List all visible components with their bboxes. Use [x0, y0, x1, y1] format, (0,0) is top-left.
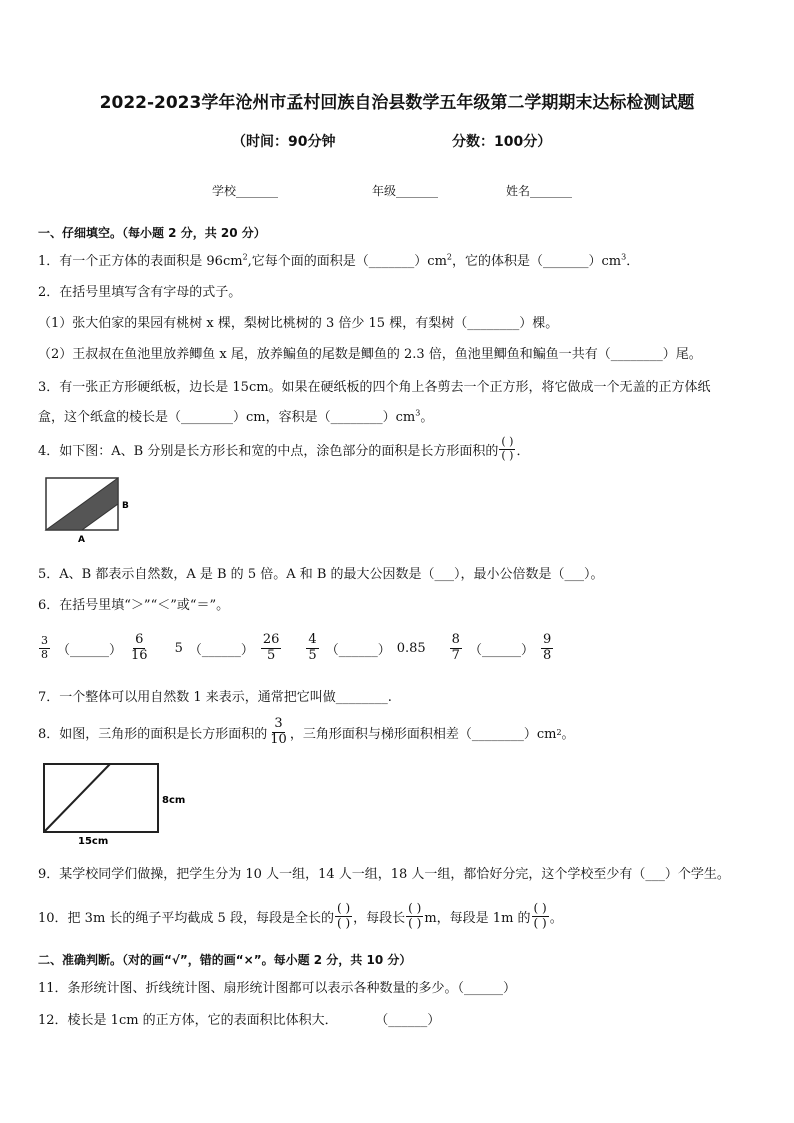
rectangle-figure-2 — [38, 758, 198, 848]
fraction: $\frac{( )}{( )}$ — [533, 900, 547, 930]
page-title: 2022-2023学年沧州市孟村回族自治县数学五年级第二学期期末达标检测试题 — [99, 93, 695, 113]
section-1-heading: 一、仔细填空。（每小题 2 分，共 20 分） — [38, 226, 266, 240]
diagonal-line — [44, 764, 110, 832]
question-8: 8．如图，三角形的面积是长方形面积的 $\frac{3}{10}$ ，三角形面积与梯形面积相差（________）cm 2 。 — [38, 715, 575, 747]
question-12: 12．棱长是 1cm 的正方体，它的表面积比体积大． （______） — [38, 1013, 441, 1028]
question-3-line-2: 盒，这个纸盒的棱长是（________）cm，容积是$(\_\_\_\_\_\_\_\_)cm^3$。 — [38, 408, 434, 425]
width-label: 15cm — [78, 836, 109, 847]
exam-time: （时间：90分钟 — [232, 134, 336, 150]
question-11: 11．条形统计图、折线统计图、扇形统计图都可以表示各种数量的多少。（______） — [38, 981, 517, 996]
label-b: B — [122, 501, 129, 511]
fraction: $\frac{( )}{( )}$ — [501, 434, 514, 462]
fraction: $\frac{3}{10}$ — [270, 715, 287, 747]
question-6: 6．在括号里填“＞”“＜”或“＝”。 — [38, 598, 230, 613]
grade-field: 年级_______ — [372, 184, 439, 198]
fraction: $\frac{3}{8}$ — [41, 633, 48, 661]
question-4: 4．如下图：A、B 分别是长方形长和宽的中点，涂色部分的面积是长方形面积的 $\frac{( )}{( )}$ ． — [38, 434, 530, 462]
fraction: $\frac{9}{8}$ — [542, 631, 552, 663]
fraction: $\frac{6}{16}$ — [131, 631, 148, 663]
question-3-line-1: 3．有一张正方形硬纸板，边长是 15cm。如果在硬纸板的四个角上各剪去一个正方形，将它做成一个无盖的正方体纸 — [38, 380, 711, 395]
fraction: $\frac{( )}{( )}$ — [336, 900, 351, 930]
rectangle-figure-1 — [40, 472, 140, 546]
question-2-2: （2）王叔叔在鱼池里放养鲫鱼 x 尾，放养鳊鱼的尾数是鲫鱼的 2.3 倍，鱼池里鲫鱼和鳊鱼一共有（________）尾。 — [38, 347, 702, 362]
question-7: 7．一个整体可以用自然数 1 来表示，通常把它叫做________. — [38, 690, 392, 705]
label-a: A — [78, 535, 85, 545]
fraction: $\frac{8}{7}$ — [451, 631, 460, 663]
fraction: $\frac{26}{5}$ — [262, 631, 280, 663]
question-2-1: （1）张大伯家的果园有桃树 x 棵，梨树比桃树的 3 倍少 15 棵，有梨树（________）棵。 — [38, 316, 559, 331]
section-2-heading: 二、准确判断。（对的画“√”，错的画“×”。每小题 2 分，共 10 分） — [38, 953, 412, 967]
height-label: 8cm — [162, 795, 186, 806]
fraction: $\frac{( )}{( )}$ — [408, 900, 422, 930]
question-9: 9．某学校同学们做操，把学生分为 10 人一组，14 人一组，18 人一组，都恰好分完，这个学校至少有（___）个学生。 — [38, 867, 730, 882]
school-field: 学校_______ — [212, 184, 279, 198]
question-2: 2．在括号里填写含有字母的式子。 — [38, 285, 242, 300]
exam-score: 分数：100分） — [452, 134, 552, 150]
shaded-region — [46, 478, 118, 530]
name-field: 姓名_______ — [506, 184, 573, 198]
question-10: 10．把 3m 长的绳子平均截成 5 段，每段是全长的 $\frac{( )}{( )}$ ，每段长 $\frac{( )}{( )}$ m，每段是 1m 的 $\frac{( )}{( )}$ 。 — [38, 900, 563, 930]
question-1: 1．有一个正方体的表面积是 $96cm^2$,它每个面的面积是$(\_\_\_\_\_\_\_)cm^2$，它的体积是$(\_\_\_\_\_\_\_)cm^3$． — [38, 252, 640, 269]
question-6-items: $\frac{3}{8}$ （______） $\frac{6}{16}$ 5 （______） $\frac{26}{5}$ $\frac{4}{5}$ （______） 0.85 $\frac{8}{7}$ （______） $\frac{9}{8}$ — [41, 631, 552, 663]
fraction: $\frac{4}{5}$ — [308, 631, 317, 663]
question-5: 5．A、B 都表示自然数，A 是 B 的 5 倍。A 和 B 的最大公因数是（___），最小公倍数是（___）。 — [38, 567, 604, 582]
